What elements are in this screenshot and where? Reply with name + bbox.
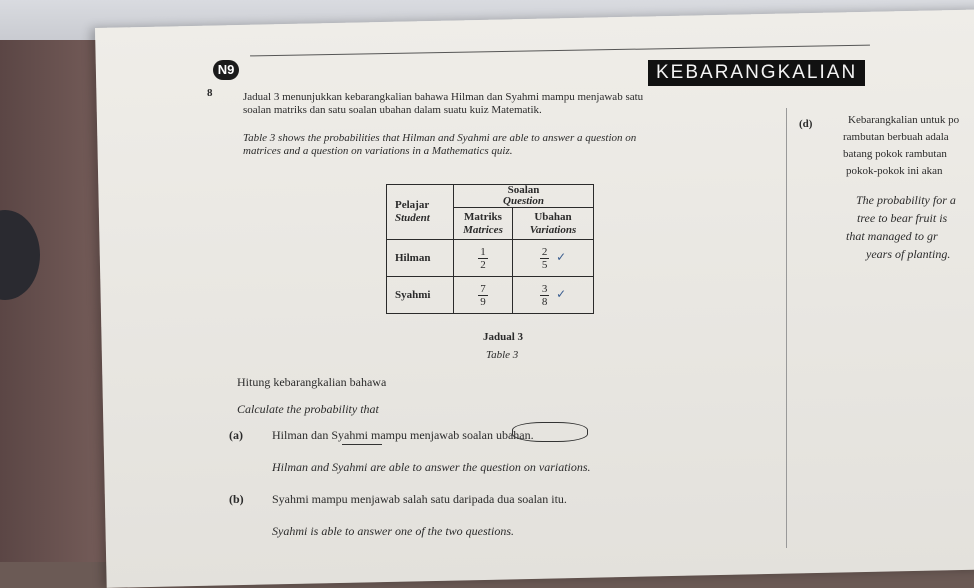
student-name: Syahmi [387,277,454,314]
header-variations-ms: Ubahan [534,210,572,223]
instruction-en: Calculate the probability that [237,402,379,416]
fraction-numerator: 7 [480,282,486,295]
matrices-probability [454,240,513,277]
header-question [454,185,594,208]
header-student-en: Student [395,212,430,224]
part-b-label: (b) [229,492,244,506]
header-matrices [454,208,513,240]
column-divider [786,108,787,548]
part-d-en-line-2: tree to bear fruit is [857,211,948,225]
variations-probability [513,240,594,277]
matrices-probability [454,277,513,314]
header-variations-en: Variations [529,223,577,236]
fraction-denominator: 9 [480,295,486,308]
check-mark-icon: ✓ [556,249,567,264]
part-a-ms: Hilman dan Syahmi mampu menjawab soalan ubahan. [272,428,534,442]
part-d-ms-line-4: pokok-pokok ini akan [846,165,943,177]
variations-probability [513,277,594,314]
header-variations [513,208,594,240]
part-d-en-line-1: The probability for a [856,193,956,207]
part-d-ms-line-3: batang pokok rambutan [843,148,947,160]
table-caption-en: Table 3 [486,349,519,361]
instruction-ms: Hitung kebarangkalian bahawa [237,375,387,389]
fraction-numerator: 2 [541,245,548,258]
pen-circle-annotation [512,422,588,442]
table-row [387,277,594,314]
pen-underline-annotation [342,444,382,445]
part-d-en-line-3: that managed to gr [846,229,938,243]
topic-banner: KEBARANGKALIAN [648,60,865,86]
header-matrices-ms: Matriks [464,210,502,223]
table-row [387,240,594,277]
intro-malay-line-1: Jadual 3 menunjukkan kebarangkalian bahawa Hilman dan Syahmi mampu menjawab satu [243,91,644,103]
header-student-ms: Pelajar [395,199,430,211]
page-tag-badge: N9 [213,60,239,80]
part-d-ms-line-2: rambutan berbuah adala [843,131,949,143]
header-matrices-en: Matrices [463,223,503,236]
fraction-denominator: 5 [541,258,548,271]
header-question-ms: Soalan [507,184,540,196]
intro-english-line-2: matrices and a question on variations in a Mathematics quiz. [243,145,513,157]
question-number: 8 [207,87,213,99]
header-question-en: Question [503,195,544,207]
check-mark-icon: ✓ [556,286,567,301]
fraction-numerator: 3 [541,282,548,295]
part-b-ms: Syahmi mampu menjawab salah satu daripada dua soalan itu. [272,492,567,506]
student-name: Hilman [387,240,454,277]
intro-english-line-1: Table 3 shows the probabilities that Hilman and Syahmi are able to answer a question on [243,132,637,144]
part-a-en: Hilman and Syahmi are able to answer the question on variations. [272,460,591,474]
intro-malay-line-2: soalan matriks dan satu soalan ubahan dalam suatu kuiz Matematik. [243,104,542,116]
part-d-label: (d) [799,118,813,130]
table-caption-ms: Jadual 3 [483,331,524,343]
part-d-en-line-4: years of planting. [866,247,951,261]
part-a-label: (a) [229,428,243,442]
fraction-denominator: 2 [480,258,486,271]
fraction-numerator: 1 [480,245,486,258]
header-student [387,185,454,240]
part-b-en: Syahmi is able to answer one of the two questions. [272,524,514,538]
fraction-denominator: 8 [541,295,548,308]
probability-table [386,184,594,314]
part-d-ms-line-1: Kebarangkalian untuk po [848,114,960,126]
